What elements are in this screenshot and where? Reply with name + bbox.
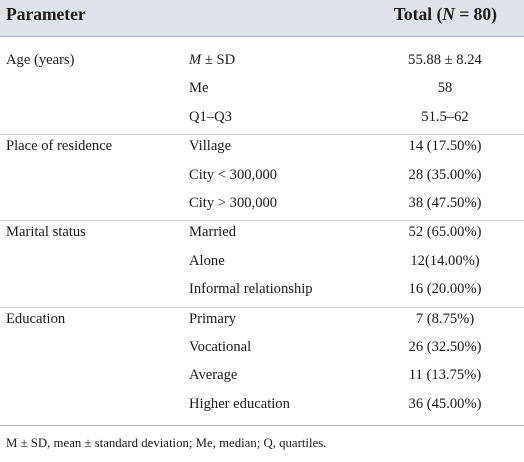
stat-label: Primary (189, 310, 237, 327)
group-label: Education (6, 310, 66, 327)
value-cell: 58 (437, 80, 453, 97)
stat-label: City < 300,000 (189, 166, 278, 183)
stat-label: Village (189, 138, 232, 155)
table-row (0, 106, 524, 135)
table-body (0, 49, 524, 421)
stat-rest: ± SD (201, 52, 236, 68)
stat-label: Higher education (189, 395, 290, 412)
header-total (394, 4, 497, 25)
header-total-n: N (442, 4, 455, 24)
table-row (0, 250, 524, 278)
stat-label: Average (189, 367, 238, 384)
stat-label: Alone (189, 252, 225, 269)
stat-label: Informal relationship (189, 281, 313, 298)
header-parameter: Parameter (6, 4, 86, 24)
value-cell: 28 (35.00%) (408, 166, 482, 183)
table-row (0, 364, 524, 392)
value-cell: 11 (13.75%) (408, 367, 482, 384)
group-label: Place of residence (6, 138, 113, 155)
header-total-suffix: = 80) (454, 4, 497, 24)
value-cell: 51.5–62 (421, 108, 469, 125)
stat-m: M (189, 52, 202, 68)
value-cell: 38 (47.50%) (408, 194, 482, 211)
value-cell: 16 (20.00%) (408, 281, 482, 298)
value-cell: 55.88 ± 8.24 (408, 52, 482, 68)
stat-label: Married (189, 224, 237, 241)
table-row (0, 308, 524, 336)
footer-divider (0, 425, 524, 426)
group-label: Marital status (6, 224, 86, 241)
stat-label: City > 300,000 (189, 194, 278, 211)
value-cell: 36 (45.00%) (408, 395, 482, 412)
stat-label: Q1–Q3 (189, 108, 232, 125)
table-header (0, 0, 524, 37)
table-row (0, 164, 524, 192)
table-row (0, 77, 524, 105)
table-row (0, 336, 524, 364)
header-total-prefix: Total ( (393, 4, 443, 24)
table-row (0, 49, 524, 77)
stat-label: Me (189, 80, 209, 97)
stat-label: Vocational (189, 338, 252, 355)
table-row (0, 221, 524, 249)
table-footnote: M ± SD, mean ± standard deviation; Me, median; Q, quartiles. (6, 436, 327, 450)
table-row (0, 393, 524, 421)
value-cell: 7 (8.75%) (415, 310, 475, 327)
group-label: Age (years) (6, 52, 75, 68)
value-cell: 26 (32.50%) (408, 338, 482, 355)
table-row (0, 278, 524, 307)
value-cell: 12(14.00%) (410, 252, 480, 269)
table-row (0, 192, 524, 221)
value-cell: 52 (65.00%) (408, 224, 482, 241)
value-cell: 14 (17.50%) (408, 138, 482, 155)
stat-label (189, 52, 235, 69)
table-row (0, 135, 524, 163)
